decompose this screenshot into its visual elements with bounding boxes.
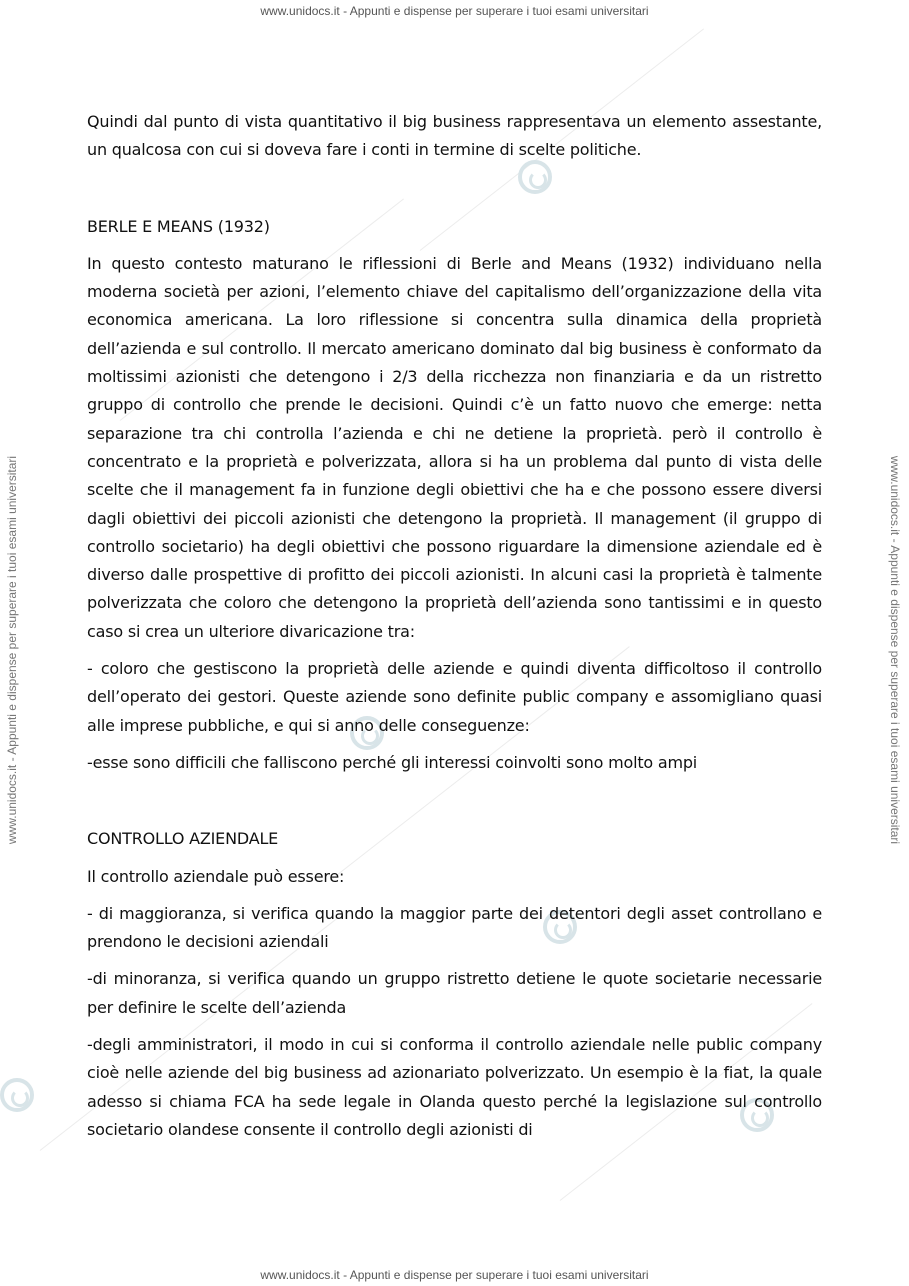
section-heading-controllo: CONTROLLO AZIENDALE [87,829,279,849]
paragraph: - coloro che gestiscono la proprietà delle aziende e quindi diventa difficoltoso il controllo dell’operato dei gestori. Queste aziende sono definite public company e assomigliano quasi alle imprese pubbliche, e qui si anno delle conseguenze: [87,659,822,735]
list-item: - di maggioranza, si verifica quando la maggior parte dei detentori degli asset controllano e prendono le decisioni aziendali [87,903,822,952]
intro-paragraph: Quindi dal punto di vista quantitativo il big business rappresentava un elemento assestante, un qualcosa con cui si doveva fare i conti in termine di scelte politiche. [87,112,822,160]
watermark-right: www.unidocs.it - Appunti e dispense per superare i tuoi esami universitari [888,455,902,845]
paragraph: In questo contesto maturano le riflessioni di Berle and Means (1932) individuano nella moderna società per azioni, l’elemento chiave del capitalismo dell’organizzazione della vita economica americana. La loro riflessione si concentra sulla dinamica della proprietà dell’azienda e sul controllo. Il mercato americano dominato dal big business è conformato da moltissimi azionisti che detengono i 2/3 della ricchezza non finanziaria e da un ristretto gruppo di controllo che prende le decisioni. Quindi c’è un fatto nuovo che emerge: netta separazione tra chi controlla l’azienda e chi ne detiene la proprietà. però il controllo è concentrato e la proprietà e polverizzata, allora si ha un problema dal punto di vista delle scelte che il management fa in funzione degli obiettivi che ha e che possono essere diversi dagli obiettivi dei piccoli azionisti che detengono la proprietà. Il management (il gruppo di controllo societario) ha degli obiettivi che possono riguardare la dimensione aziendale ed è diverso dalle prospettive di profitto dei piccoli azionisti. In alcuni casi la proprietà è talmente polverizzata che coloro che detengono la proprietà dell’azienda sono tantissimi e in questo caso si crea un ulteriore divaricazione tra: [87,253,822,641]
list-item: -di minoranza, si verifica quando un gruppo ristretto detiene le quote societarie necessarie per definire le scelte dell’azienda [87,969,822,1017]
section-heading-berle-means: BERLE E MEANS (1932) [87,216,270,236]
watermark-footer: www.unidocs.it - Appunti e dispense per superare i tuoi esami universitari [260,1268,649,1282]
watermark-left: www.unidocs.it - Appunti e dispense per superare i tuoi esami universitari [5,455,19,845]
watermark-header: www.unidocs.it - Appunti e dispense per superare i tuoi esami universitari [260,4,649,18]
list-item: -degli amministratori, il modo in cui si conforma il controllo aziendale nelle public company cioè nelle aziende del big business ad azionariato polverizzato. Un esempio è la fiat, la quale adesso si chiama FCA ha sede legale in Olanda questo perché la legislazione sul controllo societario olandese consente il controllo degli azionisti di [87,1035,822,1139]
paragraph: -esse sono difficili che falliscono perché gli interessi coinvolti sono molto ampi [87,752,698,772]
paragraph: Il controllo aziendale può essere: [87,866,345,886]
document-body [87,108,822,1144]
unidocs-logo-icon [0,1078,34,1112]
